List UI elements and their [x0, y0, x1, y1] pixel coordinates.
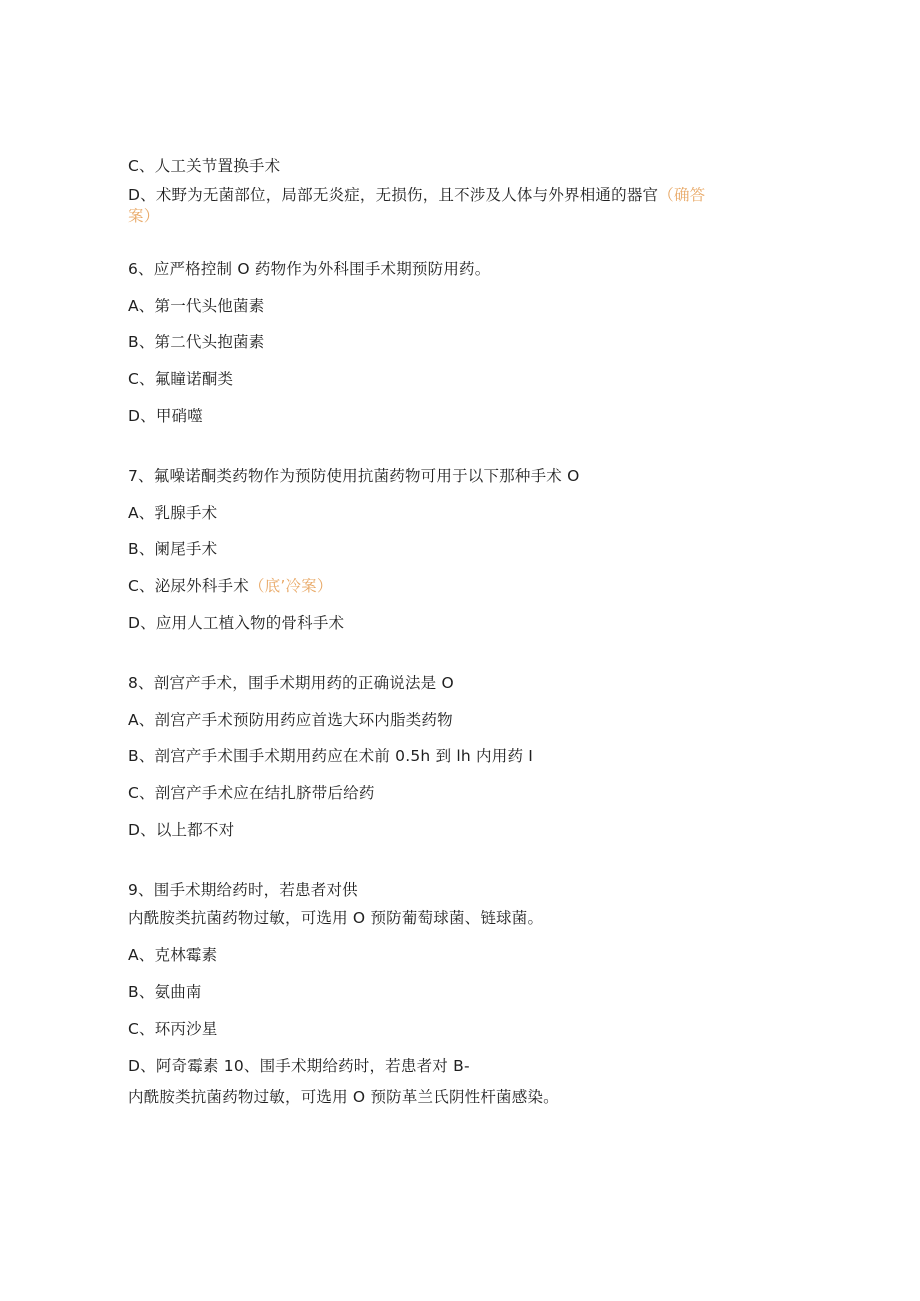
q8-option-a: A、剖宫产手术预防用药应首选大环内脂类药物 — [128, 711, 453, 729]
q6-option-a: A、第一代头他菌素 — [128, 297, 265, 315]
q9-option-d-q10-start: D、阿奇霉素 10、围手术期给药时，若患者对 B- — [128, 1057, 470, 1075]
q5-answer-mark-cont: 案） — [128, 207, 160, 225]
q10-question-line2: 内酰胺类抗菌药物过敏，可选用 O 预防革兰氏阴性杆菌感染。 — [128, 1088, 559, 1106]
q6-option-b: B、第二代头抱菌素 — [128, 333, 265, 351]
q9-question-line2: 内酰胺类抗菌药物过敏，可选用 O 预防葡萄球菌、链球菌。 — [128, 909, 544, 927]
q7-option-a: A、乳腺手术 — [128, 504, 218, 522]
q7-answer-mark: （底’冷案） — [248, 577, 333, 595]
q8-question: 8、剖宫产手术，围手术期用药的正确说法是 O — [128, 674, 454, 692]
q5-option-c: C、人工关节置换手术 — [128, 157, 281, 175]
q7-option-d: D、应用人工植入物的骨科手术 — [128, 614, 345, 632]
q9-option-b: B、氨曲南 — [128, 983, 202, 1001]
q9-option-a: A、克林霉素 — [128, 946, 218, 964]
q7-question: 7、氟噪诺酮类药物作为预防使用抗菌药物可用于以下那种手术 O — [128, 467, 580, 485]
q5-answer-mark: （确答 — [658, 186, 706, 204]
q8-option-d: D、以上都不对 — [128, 821, 235, 839]
q9-option-c: C、环丙沙星 — [128, 1020, 218, 1038]
q7-option-b: B、阑尾手术 — [128, 540, 218, 558]
q9-question-line1: 9、围手术期给药时，若患者对供 — [128, 881, 358, 899]
q8-option-c: C、剖宫产手术应在结扎脐带后给药 — [128, 784, 375, 802]
q6-option-c: C、氟瞳诺酮类 — [128, 370, 234, 388]
q7-option-c — [128, 576, 333, 596]
q8-option-b: B、剖宫产手术围手术期用药应在术前 0.5h 到 lh 内用药 I — [128, 747, 534, 765]
q5-option-d-text: D、术野为无菌部位，局部无炎症，无损伤，且不涉及人体与外界相通的器官 — [128, 186, 659, 204]
q6-option-d: D、甲硝噬 — [128, 407, 203, 425]
q5-option-d — [128, 185, 705, 205]
q6-question: 6、应严格控制 O 药物作为外科围手术期预防用药。 — [128, 260, 491, 278]
q7-option-c-text: C、泌尿外科手术 — [128, 577, 249, 595]
